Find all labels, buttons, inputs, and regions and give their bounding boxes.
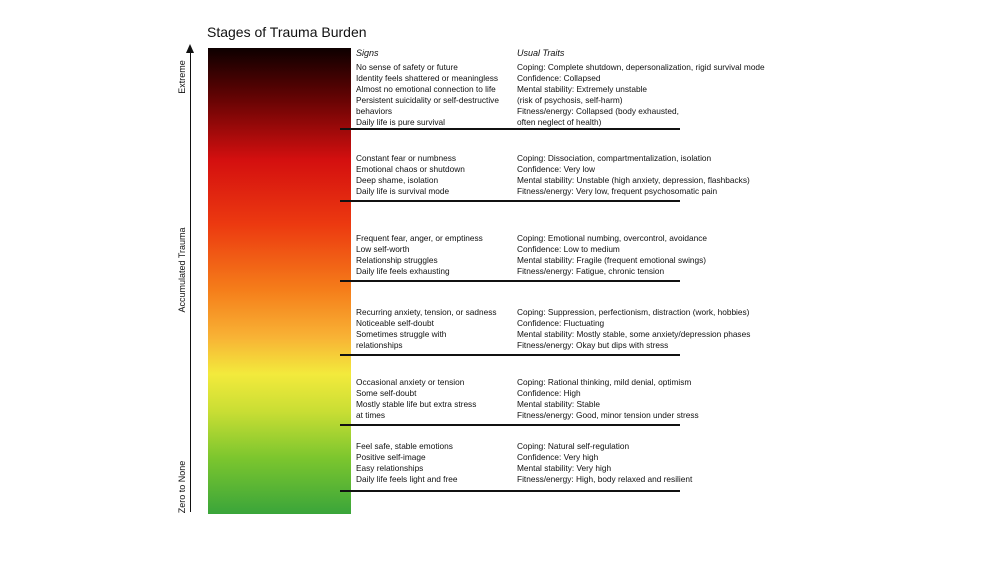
stage-traits <box>517 441 692 485</box>
stage-traits <box>517 233 707 277</box>
sign-line: Mostly stable life but extra stress <box>356 399 477 409</box>
traits-column-header: Usual Traits <box>517 48 565 58</box>
stage-signs <box>356 307 497 351</box>
sign-line: Persistent suicidality or self-destructive <box>356 95 499 105</box>
stage-signs <box>356 441 457 485</box>
stage-traits <box>517 377 699 421</box>
diagram-title: Stages of Trauma Burden <box>207 24 367 40</box>
stage-signs <box>356 62 499 128</box>
sign-line: Easy relationships <box>356 463 424 473</box>
sign-line: relationships <box>356 340 403 350</box>
trait-line: Mental stability: Fragile (frequent emotional swings) <box>517 255 707 265</box>
sign-line: Frequent fear, anger, or emptiness <box>356 233 483 243</box>
axis-line <box>190 50 191 512</box>
sign-line: Occasional anxiety or tension <box>356 377 465 387</box>
sign-line: Daily life feels light and free <box>356 474 458 484</box>
sign-line: Some self-doubt <box>356 388 417 398</box>
sign-line: Identity feels shattered or meaningless <box>356 73 499 83</box>
trait-line: Confidence: Low to medium <box>517 244 620 254</box>
axis-label-top: Extreme <box>177 60 187 94</box>
trait-line: Coping: Emotional numbing, overcontrol, avoidance <box>517 233 708 243</box>
stage-traits <box>517 153 750 197</box>
stage-signs <box>356 233 483 277</box>
trait-line: Confidence: Collapsed <box>517 73 601 83</box>
axis-arrow-icon <box>186 44 194 53</box>
trait-line: Coping: Rational thinking, mild denial, optimism <box>517 377 692 387</box>
trait-line: Confidence: Very low <box>517 164 595 174</box>
sign-line: Low self-worth <box>356 244 410 254</box>
trauma-gradient-bar <box>208 48 351 514</box>
sign-line: Sometimes struggle with <box>356 329 447 339</box>
trait-line: Confidence: High <box>517 388 581 398</box>
stage-signs <box>356 377 476 421</box>
sign-line: Positive self-image <box>356 452 426 462</box>
trait-line: Confidence: Fluctuating <box>517 318 605 328</box>
sign-line: Noticeable self-doubt <box>356 318 434 328</box>
signs-column-header: Signs <box>356 48 379 58</box>
sign-line: Recurring anxiety, tension, or sadness <box>356 307 497 317</box>
stage-divider <box>340 200 680 202</box>
trait-line: Mental stability: Very high <box>517 463 612 473</box>
trait-line: Mental stability: Stable <box>517 399 601 409</box>
trait-line: often neglect of health) <box>517 117 602 127</box>
stage-divider <box>340 280 680 282</box>
trait-line: Fitness/energy: Okay but dips with stress <box>517 340 669 350</box>
sign-line: behaviors <box>356 106 392 116</box>
sign-line: Deep shame, isolation <box>356 175 439 185</box>
sign-line: No sense of safety or future <box>356 62 458 72</box>
axis-label-bottom: Zero to None <box>177 460 187 514</box>
trait-line: Mental stability: Mostly stable, some anxiety/depression phases <box>517 329 751 339</box>
sign-line: Emotional chaos or shutdown <box>356 164 465 174</box>
trait-line: Fitness/energy: Collapsed (body exhausted, <box>517 106 679 116</box>
trait-line: Fitness/energy: Very low, frequent psychosomatic pain <box>517 186 718 196</box>
trait-line: Fitness/energy: Fatigue, chronic tension <box>517 266 665 276</box>
trait-line: Mental stability: Unstable (high anxiety, depression, flashbacks) <box>517 175 750 185</box>
sign-line: Relationship struggles <box>356 255 438 265</box>
axis-label-middle: Accumulated Trauma <box>177 227 187 313</box>
stage-divider <box>340 424 680 426</box>
sign-line: Constant fear or numbness <box>356 153 457 163</box>
sign-line: Daily life is pure survival <box>356 117 445 127</box>
stage-traits <box>517 62 765 128</box>
trait-line: Fitness/energy: Good, minor tension under stress <box>517 410 699 420</box>
sign-line: at times <box>356 410 386 420</box>
stage-divider <box>340 490 680 492</box>
trait-line: Coping: Dissociation, compartmentalization, isolation <box>517 153 712 163</box>
stage-traits <box>517 307 750 351</box>
trait-line: Mental stability: Extremely unstable <box>517 84 648 94</box>
trait-line: Coping: Suppression, perfectionism, distraction (work, hobbies) <box>517 307 750 317</box>
sign-line: Daily life is survival mode <box>356 186 450 196</box>
trait-line: Coping: Complete shutdown, depersonalization, rigid survival mode <box>517 62 765 72</box>
stage-divider <box>340 354 680 356</box>
sign-line: Almost no emotional connection to life <box>356 84 496 94</box>
sign-line: Feel safe, stable emotions <box>356 441 453 451</box>
sign-line: Daily life feels exhausting <box>356 266 450 276</box>
stage-divider <box>340 128 680 130</box>
trait-line: Confidence: Very high <box>517 452 599 462</box>
trait-line: (risk of psychosis, self-harm) <box>517 95 623 105</box>
stage-signs <box>356 153 465 197</box>
trait-line: Fitness/energy: High, body relaxed and resilient <box>517 474 693 484</box>
trait-line: Coping: Natural self-regulation <box>517 441 630 451</box>
